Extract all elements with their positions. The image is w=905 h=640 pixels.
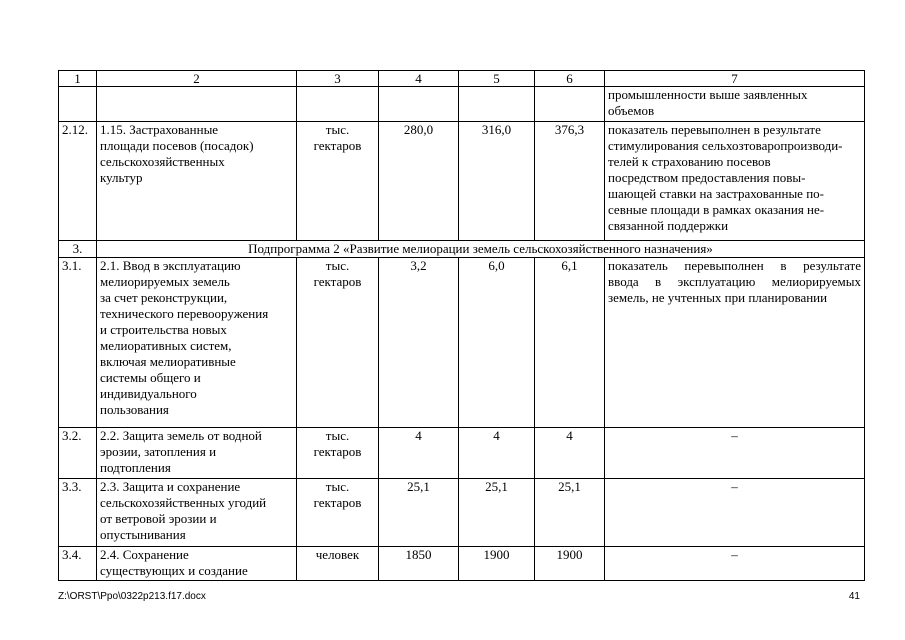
indicator-name: 2.2. Защита земель от водной эрозии, затопления и подтопления <box>97 428 297 479</box>
note-cell: – <box>605 547 865 581</box>
unit: тыс. гектаров <box>297 479 379 547</box>
note-cell: показатель перевыполнен в результате стимулирования сельхозтоваропроизводи- телей к страхованию посевов посредством предоставления повы- шающей ставки на застрахованные по- севные площади в рамках оказания не- связанной поддержки <box>605 122 865 241</box>
value-col-4: 280,0 <box>379 122 459 241</box>
value-col-6: 1900 <box>535 547 605 581</box>
value-col-6: 376,3 <box>535 122 605 241</box>
row-number: 3. <box>59 241 97 258</box>
page-number: 41 <box>848 591 860 602</box>
unit: тыс. гектаров <box>297 122 379 241</box>
table-row-3 <box>59 241 865 258</box>
value-col-4: 1850 <box>379 547 459 581</box>
value-col-4: 25,1 <box>379 479 459 547</box>
table-row-2-12 <box>59 122 865 241</box>
table-row-3-1 <box>59 258 865 428</box>
row-number: 3.2. <box>59 428 97 479</box>
table-row-3-4 <box>59 547 865 581</box>
value-col-6: 6,1 <box>535 258 605 428</box>
value-col-6: 4 <box>535 428 605 479</box>
header-col-5: 5 <box>459 71 535 87</box>
note-cell: показатель перевыполнен в результате ввода в эксплуатацию мелиорируемых земель, не учтенных при планировании <box>605 258 865 428</box>
header-row <box>59 71 865 87</box>
unit: тыс. гектаров <box>297 258 379 428</box>
file-path: Z:\ORST\Ppo\0322p213.f17.docx <box>58 591 206 602</box>
row-number: 2.12. <box>59 122 97 241</box>
table-row-continuation <box>59 87 865 122</box>
header-col-7: 7 <box>605 71 865 87</box>
row-number: 3.1. <box>59 258 97 428</box>
header-col-4: 4 <box>379 71 459 87</box>
header-col-6: 6 <box>535 71 605 87</box>
table-row-3-3 <box>59 479 865 547</box>
value-col-4: 3,2 <box>379 258 459 428</box>
indicator-name: 2.3. Защита и сохранение сельскохозяйственных угодий от ветровой эрозии и опустынивания <box>97 479 297 547</box>
value-col-4: 4 <box>379 428 459 479</box>
value-col-5: 4 <box>459 428 535 479</box>
value-col-5: 6,0 <box>459 258 535 428</box>
note-cell: промышленности выше заявленных объемов <box>605 87 865 122</box>
unit: человек <box>297 547 379 581</box>
value-col-6: 25,1 <box>535 479 605 547</box>
indicator-name: 2.4. Сохранение существующих и создание <box>97 547 297 581</box>
header-col-3: 3 <box>297 71 379 87</box>
header-col-1: 1 <box>59 71 97 87</box>
row-number: 3.4. <box>59 547 97 581</box>
value-col-5: 1900 <box>459 547 535 581</box>
value-col-5: 25,1 <box>459 479 535 547</box>
indicator-name: 2.1. Ввод в эксплуатацию мелиорируемых земель за счет реконструкции, технического перевооружения и строительства новых мелиоративных систем, включая мелиоративные системы общего и индивидуального пользования <box>97 258 297 428</box>
note-cell: – <box>605 479 865 547</box>
results-table <box>58 70 865 581</box>
subprogram-title: Подпрограмма 2 «Развитие мелиорации земель сельскохозяйственного назначения» <box>97 241 865 258</box>
row-number: 3.3. <box>59 479 97 547</box>
value-col-5: 316,0 <box>459 122 535 241</box>
header-col-2: 2 <box>97 71 297 87</box>
note-cell: – <box>605 428 865 479</box>
table-row-3-2 <box>59 428 865 479</box>
unit: тыс. гектаров <box>297 428 379 479</box>
indicator-name: 1.15. Застрахованные площади посевов (посадок) сельскохозяйственных культур <box>97 122 297 241</box>
